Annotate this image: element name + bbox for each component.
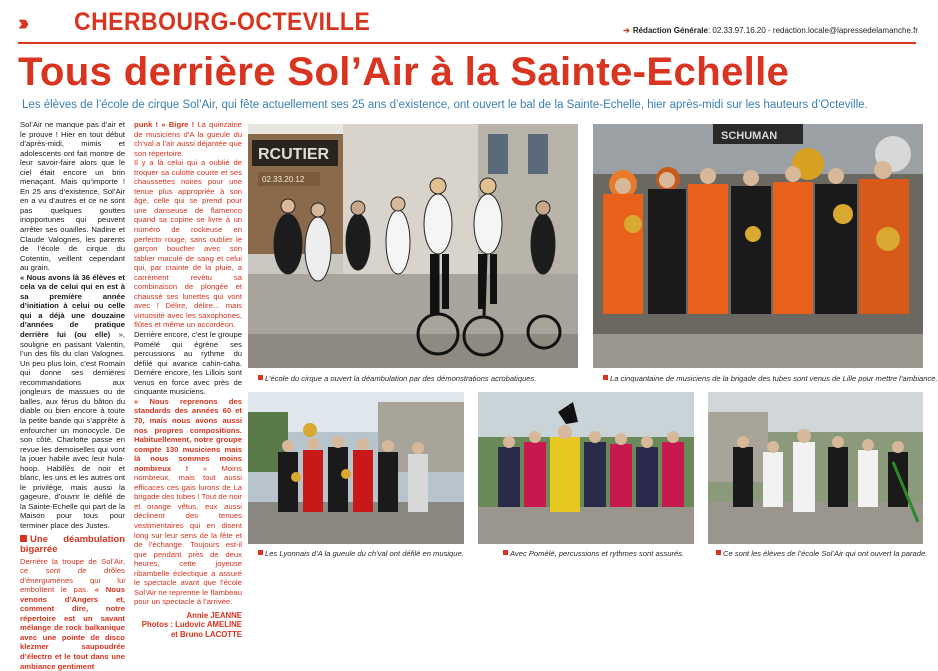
photo-lyonnais-musicians-image — [248, 392, 464, 544]
contact-label: Rédaction Générale — [632, 26, 708, 35]
caption-photo3 — [258, 549, 464, 558]
square-bullet-icon — [258, 375, 263, 380]
contact-line — [623, 26, 918, 35]
article-column-2 — [134, 120, 242, 639]
paragraph: Derrière encore, c’est le groupe Pomélé qui égrène ses percussions au rythme du défilé qui avance cahin-caha. Derrière encore, les Lillois sont venus en force avec près de cinquante musiciens. — [134, 330, 242, 397]
paragraph — [134, 120, 242, 158]
section-title: CHERBOURG-OCTEVILLE — [74, 8, 371, 36]
paragraph-red: » Moins nombreux, mais tout aussi efficaces ces gais lurons de La brigade des tubes ! Tout de noir et orange vêtus, eux aussi déclinent des tenues vestimentaires qui en disent long sur leur sens de la fête et de l’échange. Toujours est-il que pendant près de deux heures, cette joyeuse ribambelle éclectique a assuré le spectacle avant que l’école Sol’Air ne reprenne le flambeau pour un spectacle à l’arrivée. — [134, 463, 242, 607]
byline-photos-2: et Bruno LACOTTE — [170, 629, 242, 639]
square-bullet-icon — [716, 550, 721, 555]
byline-photos: Photos : Ludovic AMELINE — [141, 620, 242, 630]
shop-phone-text: 02.33.20.12 — [262, 175, 305, 184]
photo-pomele-percussion-image — [478, 392, 694, 544]
paragraph-red: La quinzaine de musiciens d’A la gueule du ch’val a l’air aussi déjantée que son répertoire. — [134, 120, 242, 158]
caption-photo4 — [503, 549, 684, 558]
caption-text: La cinquantaine de musiciens de la brigade des tubes sont venus de Lille pour mettre l’ambiance. — [610, 374, 938, 383]
headline: Tous derrière Sol’Air à la Sainte-Echelle — [18, 50, 790, 94]
caption-text: Avec Pomélé, percussions et rythmes sont assurés. — [510, 549, 685, 558]
subheading — [20, 535, 125, 555]
paragraph — [20, 557, 125, 671]
photo-brass-band — [593, 124, 923, 368]
caption-photo2 — [603, 374, 938, 383]
photo-solair-students — [708, 392, 923, 544]
photo-pomele-percussion — [478, 392, 694, 544]
banner-text: SCHUMAN — [721, 130, 778, 142]
lede: Les élèves de l’école de cirque Sol’Air, qui fête actuellement ses 25 ans d’existence, ont ouvert le bal de la Sainte-Echelle, hier après-midi sur les hauteurs d’Octeville. — [22, 99, 868, 111]
caption-photo1 — [258, 374, 536, 383]
quote-bold: punk ! » Bigre ! — [134, 120, 195, 129]
square-bullet-icon — [258, 550, 263, 555]
paragraph: Sol’Air ne manque pas d’air et le prouve ! Hier en tout début d’après-midi, mimis et adolescents ont fait montre de leur savoir-faire alors que le ciel était encore un brin menaçant. Mais qu’importe ! En 25 ans d’existence, Sol’Air en a vu d’autres et ce ne sont pas quelques gouttes inopportunes qui peuvent arrêter ses ouailles. Nadine et Claude Valognes, les parents de l’école de cirque du Cotentin, veillent cependant au grain. — [20, 120, 125, 273]
quote-bold: « Nous venons d’Angers et, comment dire, notre répertoire est un savant mélange de rock balkanique avec une pointe de disco klezmer saupoudrée d’électro et le tout dans une ambiance gentiment — [20, 585, 125, 671]
caption-text: Les Lyonnais d’A la gueule du ch’val ont défilé en musique. — [265, 549, 464, 558]
header-rule — [18, 42, 916, 44]
square-bullet-icon — [603, 375, 608, 380]
photo-brass-band-image — [593, 124, 923, 368]
byline-author: Annie JEANNE — [186, 610, 242, 620]
photo-lyonnais-musicians — [248, 392, 464, 544]
subheading-text: Une déambulation bigarrée — [20, 533, 125, 555]
caption-photo5 — [716, 549, 927, 558]
caption-text: Ce sont les élèves de l’école Sol’Air qui ont ouvert la parade. — [723, 549, 928, 558]
quote-bold: « Nous reprenons des standards des années 60 et 70, mais nous avons aussi nos propres compositions. Habituellement, notre groupe compte 130 musiciens mais là nous sommes moins nombreux ! — [134, 396, 242, 473]
paragraph-red: Derrière la troupe de Sol’Air, ce sont de drôles d’énergumènes qui lui emboîtent le pas. — [20, 556, 125, 595]
arrow-icon: ➔ — [623, 26, 630, 35]
square-bullet-icon — [503, 550, 508, 555]
caption-text: L’école du cirque a ouvert la déambulation par des démonstrations acrobatiques. — [265, 374, 537, 383]
paragraph: Il y a là celui qui a oublié de troquer sa culotte courte et ses chaussettes noires pour une tenue plus appropriée à son âge, celle qui se prend pour une danseuse de flamenco quand sa copine se livre à un numéro de rockeuse en perfecto rouge, sans oublier le garçon boucher avec son tablier maculé de sang et celui qui, par crainte de la pluie, a carrément revêtu sa combinaison de plongée et chaussé ses lunettes qui vont avec ! Délire, délire... mais virtuosité avec les saxophones, flûtes et même un accordéon. — [134, 158, 242, 330]
paragraph — [20, 273, 125, 531]
article-column-1 — [20, 120, 125, 671]
square-bullet-icon — [20, 535, 27, 542]
page-header — [0, 0, 934, 42]
photo-circus-unicycles-image — [248, 124, 578, 368]
shop-sign-text: RCUTIER — [258, 146, 330, 163]
paragraph — [134, 397, 242, 607]
contact-info: : 02.33.97.16.20 - redaction.locale@lapressedelamanche.fr — [707, 26, 918, 35]
quote-bold: « Nous avons là 36 élèves et cela va de celui qui en est à sa première année d’initiation à celui ou celle qui a déjà une douzaine d’années de pratique derrière lui (ou elle) — [20, 272, 125, 340]
photo-solair-students-image — [708, 392, 923, 544]
photo-circus-unicycles — [248, 124, 578, 368]
byline — [134, 611, 242, 639]
section-chevrons-icon: ›››› — [18, 10, 24, 35]
paragraph-text: », souligne en passant Valentin, l’un des fils du clan Valognes. Un peu plus loin, c’est Romain qui donne ses dernières recommandations aux jongleurs de massues ou de balles, aux férus du bâton du diable ou bien encore à toute la petite bande qui s’apprête à enfourcher un monocycle. De son côté, Charlotte passe en revue les demoiselles qui vont la jouer habile avec leur hula-hoop. Habillés de noir et blanc, les uns et les autres ont le privilège, mais aussi la gageure, d’ouvrir le défilé de la Sainte-Echelle qui part de la Maison pour tous pour terminer place des Justes. — [20, 330, 125, 530]
